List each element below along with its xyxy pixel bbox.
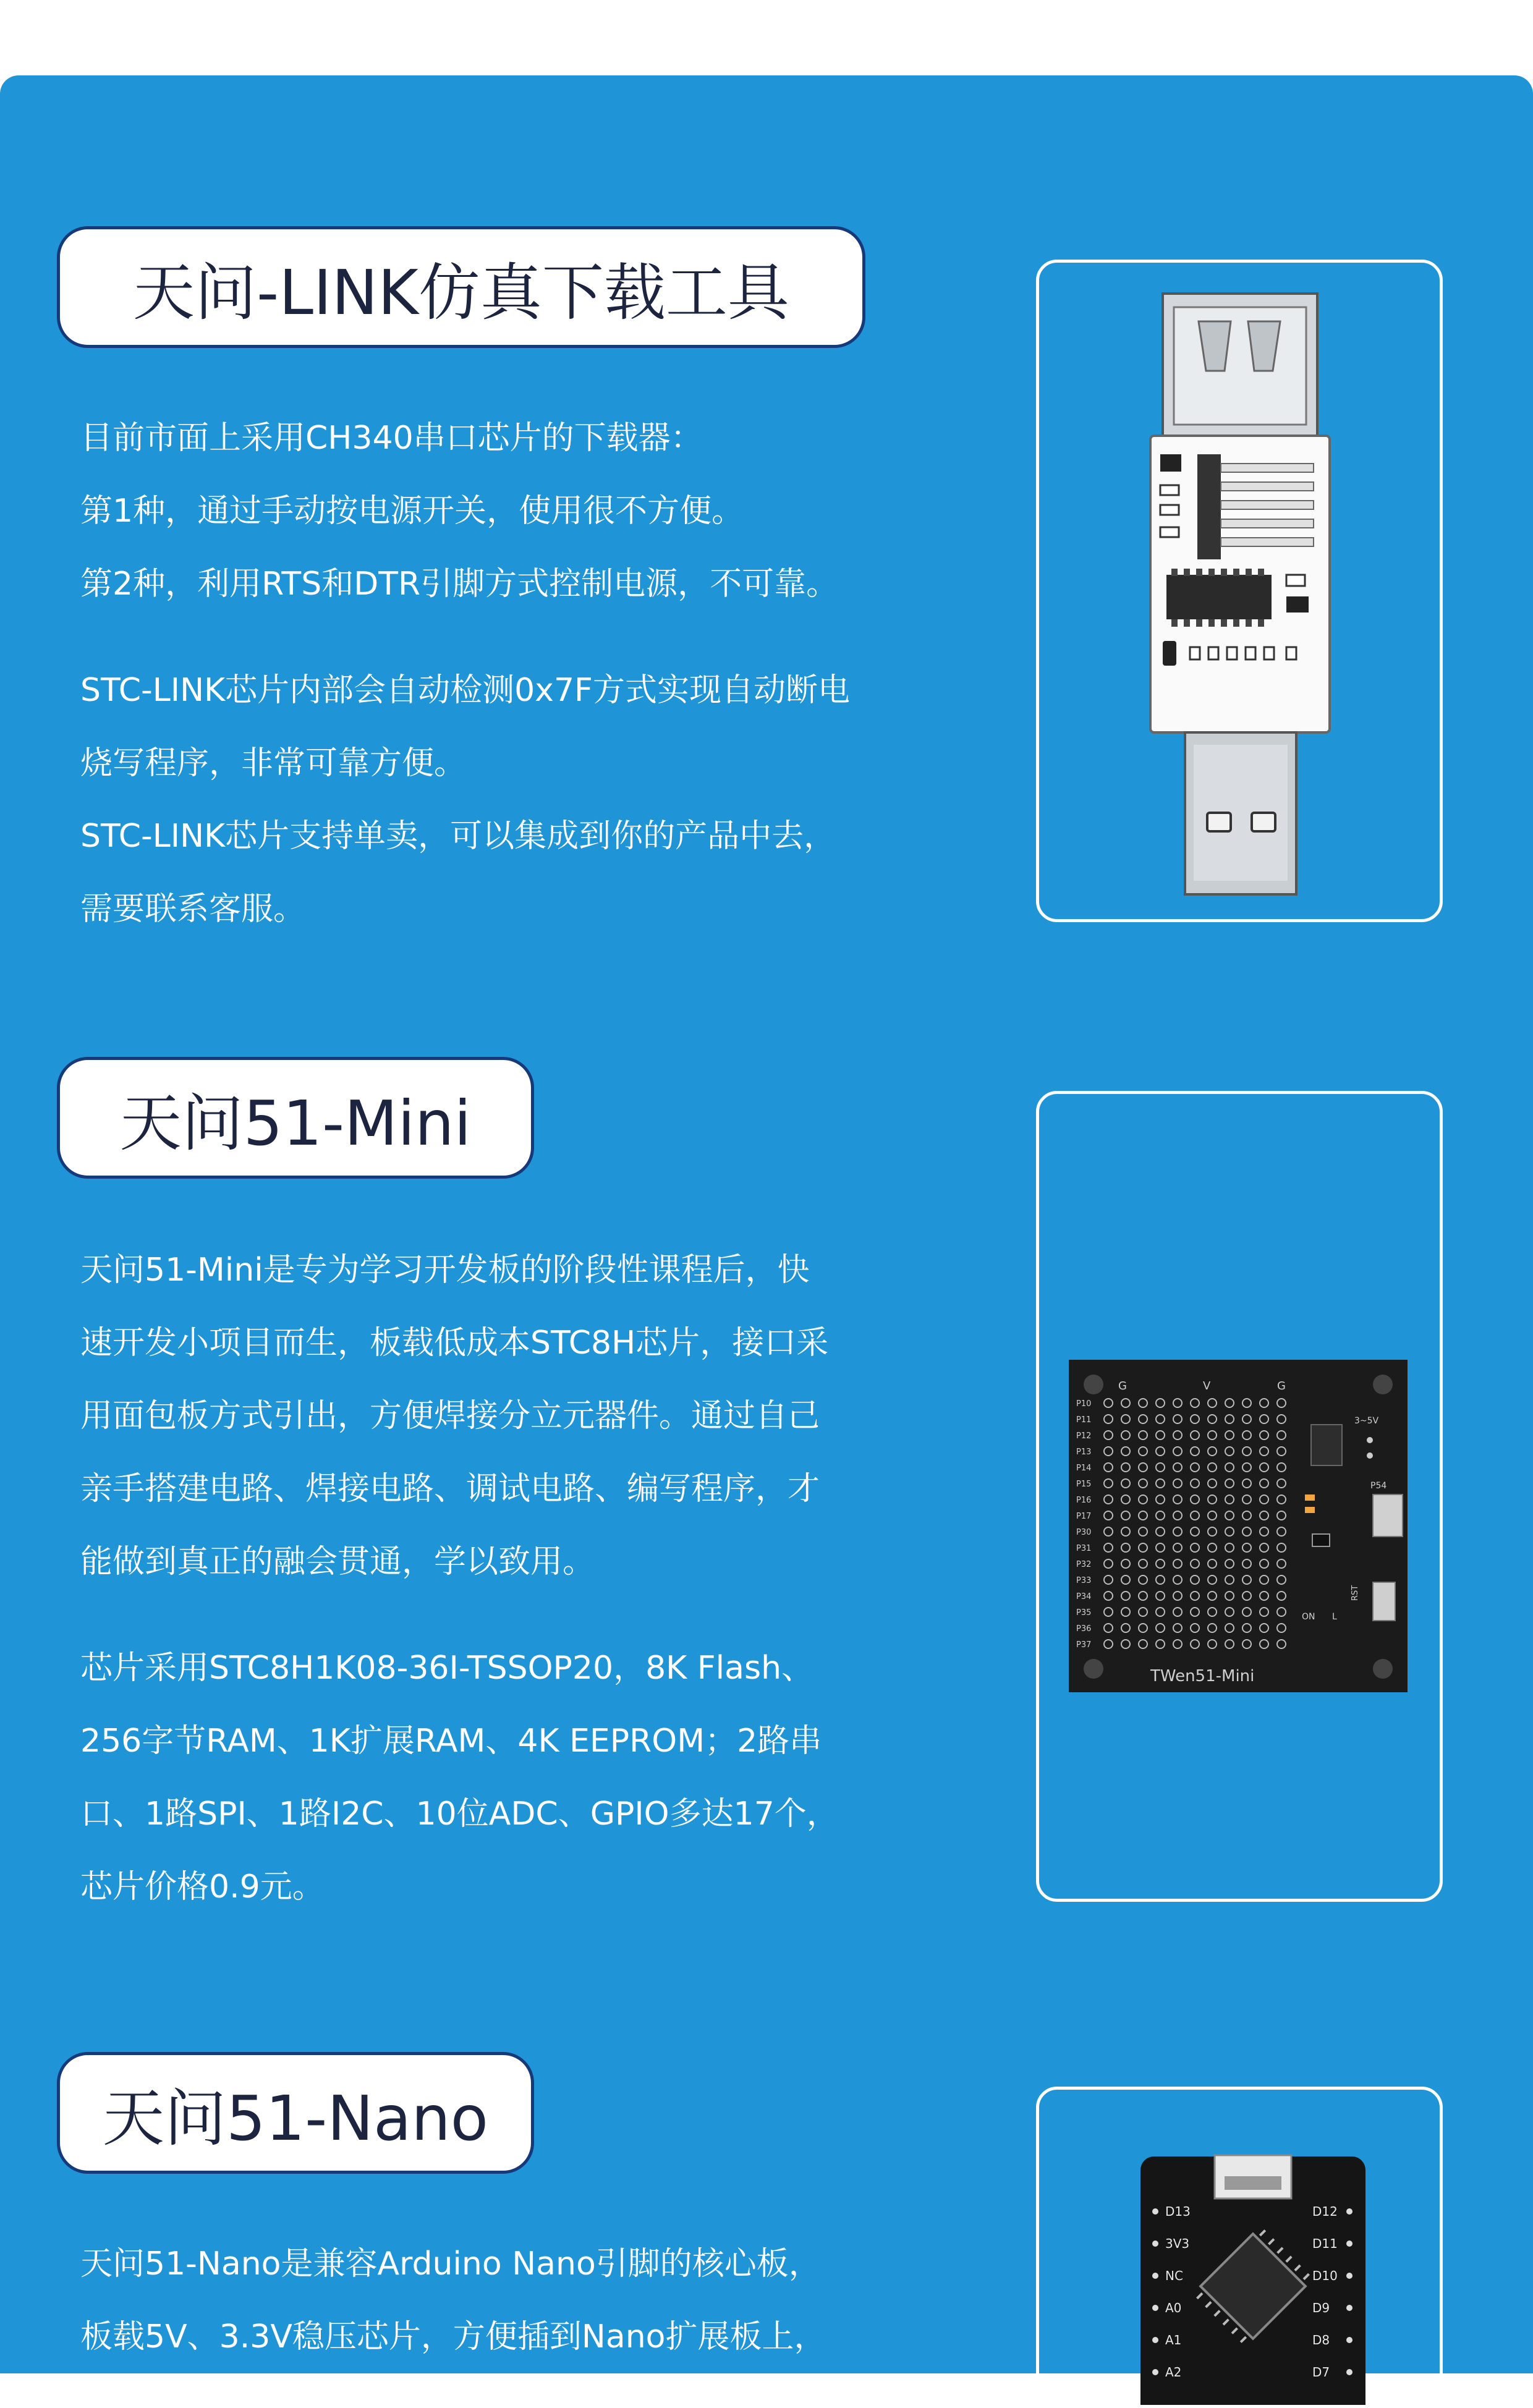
board-pin-label: A2	[1165, 2365, 1182, 2380]
pin-dot	[1152, 2337, 1158, 2343]
product-image-frame-mini	[1036, 1091, 1443, 1902]
board-pin-label: P30	[1076, 1528, 1092, 1537]
board-top-label: V	[1203, 1380, 1211, 1393]
board-pin-label: P15	[1076, 1480, 1092, 1489]
board-pin-label: P37	[1076, 1640, 1092, 1650]
mini-board-icon	[1039, 1094, 1440, 1899]
board-pin-label: P31	[1076, 1544, 1092, 1553]
pin-dot	[1152, 2369, 1158, 2375]
board-pin-label: P32	[1076, 1560, 1092, 1569]
board-pin-label: P14	[1076, 1464, 1092, 1473]
board-side-label: L	[1332, 1612, 1337, 1622]
section-title-text: 天问51-Nano	[103, 2082, 488, 2155]
section-link-paragraph-1: 目前市面上采用CH340串口芯片的下载器： 第1种，通过手动按电源开关，使用很不方便。 第2种，利用RTS和DTR引脚方式控制电源，不可靠。	[80, 420, 839, 603]
board-side-label: P54	[1370, 1481, 1387, 1491]
board-pin-label: P13	[1076, 1448, 1092, 1457]
section-title-link	[57, 226, 865, 348]
board-pin-label: 3V3	[1165, 2236, 1190, 2251]
section-nano-paragraph-1: 天问51-Nano是兼容Arduino Nano引脚的核心板， 板载5V、3.3V稳压芯片，方便插到Nano扩展板上，	[80, 2245, 826, 2355]
board-side-label: 3~5V	[1354, 1416, 1379, 1426]
board-label: TWen51-Mini	[1150, 1667, 1255, 1685]
board-pin-label: NC	[1165, 2268, 1183, 2283]
section-title-mini	[57, 1057, 534, 1179]
section-title-text: 天问-LINK仿真下载工具	[133, 256, 789, 329]
pin-dot	[1152, 2305, 1158, 2311]
board-pin-label: P16	[1076, 1496, 1092, 1505]
board-pin-label: D11	[1312, 2236, 1338, 2251]
section-link-paragraph-2: STC-LINK芯片内部会自动检测0x7F方式实现自动断电 烧写程序，非常可靠方便。 STC-LINK芯片支持单卖，可以集成到你的产品中去， 需要联系客服。	[80, 672, 850, 928]
section-mini-paragraph-2: 芯片采用STC8H1K08-36I-TSSOP20，8K Flash、 256字节RAM、1K扩展RAM、4K EEPROM；2路串 口、1路SPI、1路I2C、10位ADC、GPIO多达17个， 芯片价格0.9元。	[80, 1650, 839, 1906]
board-pin-label: A1	[1165, 2333, 1182, 2347]
board-pin-label: P10	[1076, 1399, 1092, 1409]
product-image-frame-link	[1036, 260, 1443, 922]
board-pin-label: P35	[1076, 1608, 1092, 1617]
board-top-label: G	[1118, 1380, 1127, 1393]
board-pin-label: P11	[1076, 1415, 1092, 1425]
section-title-text: 天问51-Mini	[119, 1087, 472, 1159]
board-pin-label: D12	[1312, 2204, 1338, 2219]
board-pin-label: A0	[1165, 2300, 1182, 2315]
board-side-label: ON	[1302, 1612, 1315, 1622]
board-pin-label: P34	[1076, 1592, 1092, 1601]
product-image-frame-nano	[1036, 2087, 1443, 2408]
board-pin-label: D10	[1312, 2268, 1338, 2283]
board-pin-label: P33	[1076, 1576, 1092, 1585]
board-pin-label: D7	[1312, 2365, 1330, 2380]
section-title-nano	[57, 2052, 534, 2174]
board-pin-label: P17	[1076, 1512, 1092, 1521]
nano-board-icon	[1039, 2090, 1440, 2405]
pin-dot	[1346, 2305, 1353, 2311]
board-pin-label: D13	[1165, 2204, 1191, 2219]
pin-dot	[1152, 2241, 1158, 2247]
pin-dot	[1346, 2208, 1353, 2215]
board-side-label: RST	[1351, 1585, 1360, 1601]
pin-dot	[1346, 2273, 1353, 2279]
usb-link-dongle-icon	[1039, 263, 1440, 919]
board-pin-label: D9	[1312, 2300, 1330, 2315]
pin-dot	[1346, 2241, 1353, 2247]
pin-dot	[1152, 2273, 1158, 2279]
board-pin-label: D8	[1312, 2333, 1330, 2347]
section-mini-paragraph-1: 天问51-Mini是专为学习开发板的阶段性课程后，快 速开发小项目而生，板载低成本STC8H芯片，接口采 用面包板方式引出，方便焊接分立元器件。通过自己 亲手搭建电路、焊接电路、调试电路、编写程序，才 能做到真正的融会贯通，学以致用。	[80, 1252, 829, 1580]
board-top-label: G	[1277, 1380, 1286, 1393]
pin-dot	[1346, 2369, 1353, 2375]
board-pin-label: P12	[1076, 1431, 1092, 1441]
pin-dot	[1152, 2208, 1158, 2215]
board-pin-label: P36	[1076, 1624, 1092, 1634]
pin-dot	[1346, 2337, 1353, 2343]
